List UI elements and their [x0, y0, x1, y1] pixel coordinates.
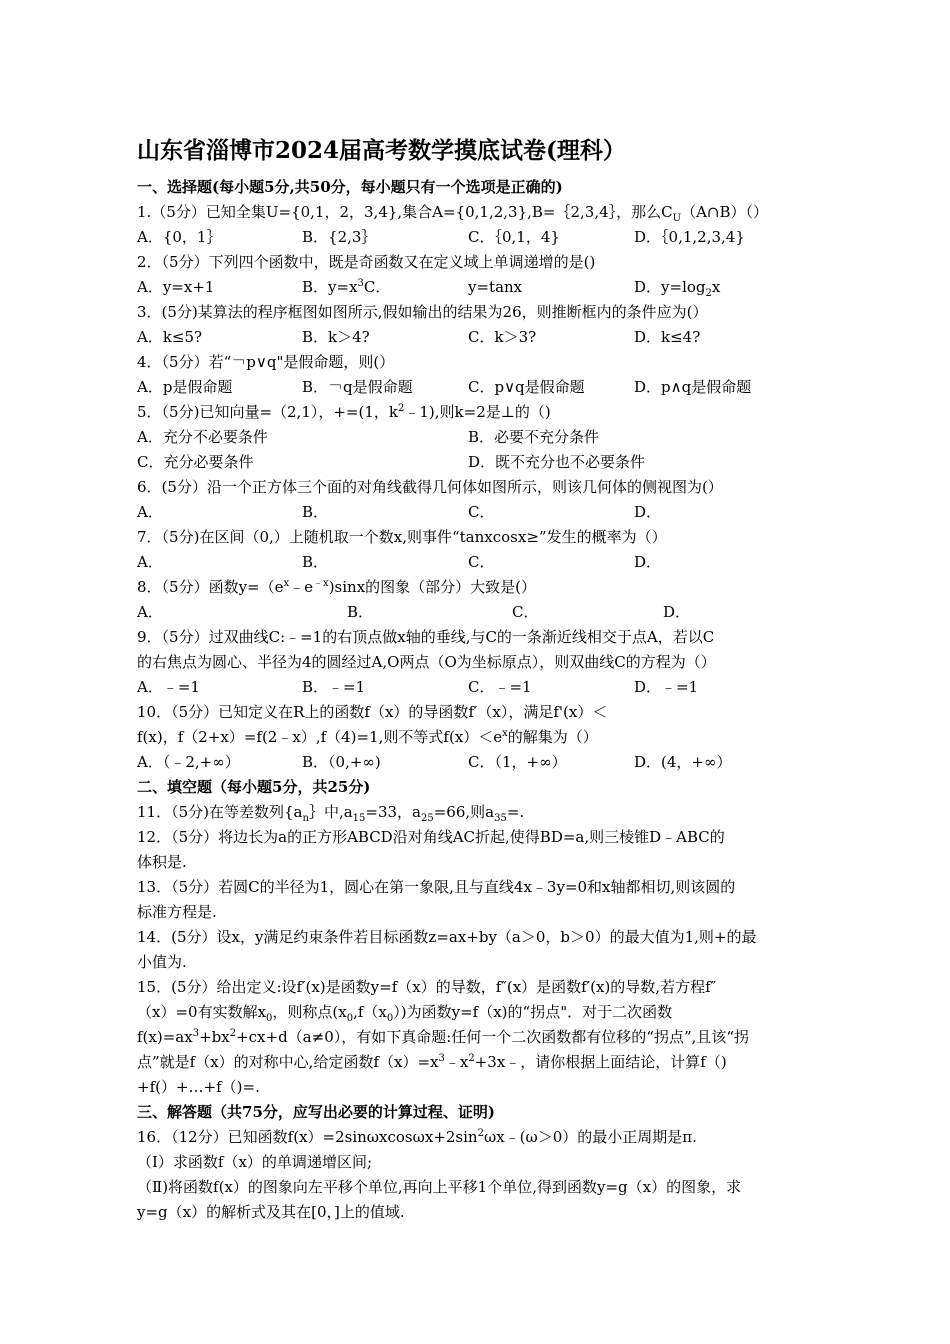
- option-3c: C．k＞3?: [468, 328, 537, 346]
- option-7a: A．: [137, 553, 163, 571]
- option-7d: D．: [634, 553, 662, 571]
- question-12-line-1: 12．（5分）将边长为a的正方形ABCD沿对角线AC折起,使得BD=a,则三棱锥D﹣ABC的: [137, 828, 725, 846]
- option-10b: B．（0,+∞): [302, 753, 381, 771]
- option-4b: B．￢q是假命题: [302, 378, 413, 396]
- question-15-line-1: 15．(5分）给出定义:设f′(x)是函数y=f（x）的导数，f″(x）是函数f′(x)的导数,若方程f″: [137, 978, 717, 996]
- option-5b: B．必要不充分条件: [468, 428, 600, 446]
- question-16-line-2: （Ⅰ）求函数f（x）的单调递增区间;: [137, 1153, 372, 1171]
- option-9d: D．﹣=1: [634, 678, 699, 696]
- option-6c: C．: [468, 503, 495, 521]
- option-1d: D．｛0,1,2,3,4}: [634, 228, 745, 246]
- option-7b: B．: [302, 553, 329, 571]
- question-2: 2．（5分）下列四个函数中，既是奇函数又在定义域上单调递增的是(): [137, 253, 596, 271]
- question-11: 11．（5分)在等差数列{$a_n\}$中$,a_{15}=33$，$a_{25}=66$,则$a_{35}=$.: [137, 803, 525, 824]
- page-title: 山东省淄博市2024届高考数学摸底试卷(理科）: [137, 137, 626, 164]
- option-6a: A．: [137, 503, 163, 521]
- question-12-line-2: 体积是.: [137, 853, 187, 871]
- option-8d: D．: [663, 603, 691, 621]
- question-16-line-4: y=g（x）的解析式及其在[0，]上的值域.: [137, 1203, 405, 1221]
- question-5: 5．（5分)已知向量=（2,1），+=(1，$k^2﹣1$),则k=2是⊥的（): [137, 403, 551, 421]
- question-13-line-1: 13．（5分）若圆C的半径为1，圆心在第一象限,且与直线4x﹣3y=0和x轴都相切,则该圆的: [137, 878, 736, 896]
- section-heading-fill: 二、填空题（每小题5分，共25分): [137, 778, 371, 796]
- question-8: 8．（5分）函数$y=(e^x﹣e^{﹣x})\sin x$的图象（部分）大致是(）: [137, 578, 537, 596]
- question-15-line-5: +f(）+…+f（)=.: [137, 1078, 260, 1096]
- option-8a: A．: [137, 603, 163, 621]
- question-7: 7．（5分)在区间（0,）上随机取一个数x,则事件“tanxcosx≥”发生的概率为（）: [137, 528, 667, 546]
- question-15-line-3: $f(x)=ax^3+bx^2+cx+d(a\ne 0)$，有如下真命题:任何一个二次函数都有位移的“拐点”,且该“拐: [137, 1028, 750, 1046]
- option-5a: A．充分不必要条件: [137, 428, 268, 446]
- option-6b: B．: [302, 503, 329, 521]
- option-1b: B．{2,3｝: [302, 228, 377, 246]
- question-1: 1.（5分）已知全集U={0,1，2，3,4},集合A={0,1,2,3},B=｛2,3,4｝，那么$C_U(A\cap B)()$: [137, 203, 769, 224]
- question-10-line-2: f(x)，f（2+x）=f(2﹣x）,f（4)=1,则不等式$f(x)<e^x$的解集为（）: [137, 728, 598, 746]
- option-1a: A．{0，1｝: [137, 228, 222, 246]
- option-2c: y=tanx: [468, 278, 523, 296]
- option-5d: D．既不充分也不必要条件: [468, 453, 646, 471]
- question-15-line-4: 点”就是f（x）的对称中心,给定函数$f(x)=x^3﹣x^2+3x﹣$，请你根据上面结论，计算f（): [137, 1053, 727, 1071]
- option-4a: A．p是假命题: [137, 378, 233, 396]
- option-9c: C．﹣=1: [468, 678, 532, 696]
- option-2a: A．y=x+1: [137, 278, 215, 296]
- option-6d: D．: [634, 503, 662, 521]
- option-5c: C．充分必要条件: [137, 453, 254, 471]
- question-16-line-1: 16．（12分）已知函数$f(x)=2\sin\omega xcos\omega x+2\sin^2\omega x﹣(\omega>0)$的最小正周期是π.: [137, 1128, 697, 1146]
- question-9-line-1: 9．（5分）过双曲线C:﹣=1的右顶点做x轴的垂线,与C的一条渐近线相交于点A，若以C: [137, 628, 715, 646]
- option-3a: A．k≤5?: [137, 328, 203, 346]
- question-4: 4．（5分）若“￢p∨q"是假命题，则(）: [137, 353, 395, 371]
- option-4d: D．p∧q是假命题: [634, 378, 752, 396]
- option-2b: B．$y=x^3C$．: [302, 278, 391, 296]
- option-2d: D．$y=\log_2x$: [634, 278, 721, 299]
- option-8b: B．: [347, 603, 374, 621]
- option-3b: B．k＞4?: [302, 328, 370, 346]
- question-6: 6．(5分）沿一个正方体三个面的对角线截得几何体如图所示，则该几何体的侧视图为(）: [137, 478, 723, 496]
- question-3: 3．(5分)某算法的程序框图如图所示,假如输出的结果为26，则推断框内的条件应为(）: [137, 303, 708, 321]
- option-9a: A．﹣=1: [137, 678, 200, 696]
- option-3d: D．k≤4?: [634, 328, 701, 346]
- question-9-line-2: 的右焦点为圆心、半径为4的圆经过A,O两点（O为坐标原点），则双曲线C的方程为（）: [137, 653, 716, 671]
- option-10d: D．(4，+∞）: [634, 753, 732, 771]
- option-8c: C．: [512, 603, 539, 621]
- option-1c: C．｛0,1，4}: [468, 228, 560, 246]
- option-4c: C．p∨q是假命题: [468, 378, 585, 396]
- question-16-line-3: （Ⅱ)将函数f(x）的图象向左平移个单位,再向上平移1个单位,得到函数y=g（x）的图象，求: [137, 1178, 742, 1196]
- option-9b: B．﹣=1: [302, 678, 366, 696]
- section-heading-choice: 一、选择题(每小题5分,共50分，每小题只有一个选项是正确的): [137, 178, 563, 196]
- question-14-line-2: 小值为.: [137, 953, 187, 971]
- question-10-line-1: 10．（5分）已知定义在R上的函数f（x）的导函数f′（x），满足f'(x）＜: [137, 703, 608, 721]
- option-10a: A．（﹣2,+∞）: [137, 753, 240, 771]
- section-heading-solve: 三、解答题（共75分，应写出必要的计算过程、证明): [137, 1103, 495, 1121]
- question-14-line-1: 14．(5分）设x，y满足约束条件若目标函数z=ax+by（a＞0，b＞0）的最大值为1,则+的最: [137, 928, 757, 946]
- question-15-line-2: （x）=0有实数解$x_0$，则称点$(x_0,f(x_0))$为函数y=f（x)的“拐点"．对于二次函数: [137, 1003, 673, 1024]
- option-10c: C．（1，+∞）: [468, 753, 567, 771]
- question-13-line-2: 标准方程是.: [137, 903, 217, 921]
- option-7c: C．: [468, 553, 495, 571]
